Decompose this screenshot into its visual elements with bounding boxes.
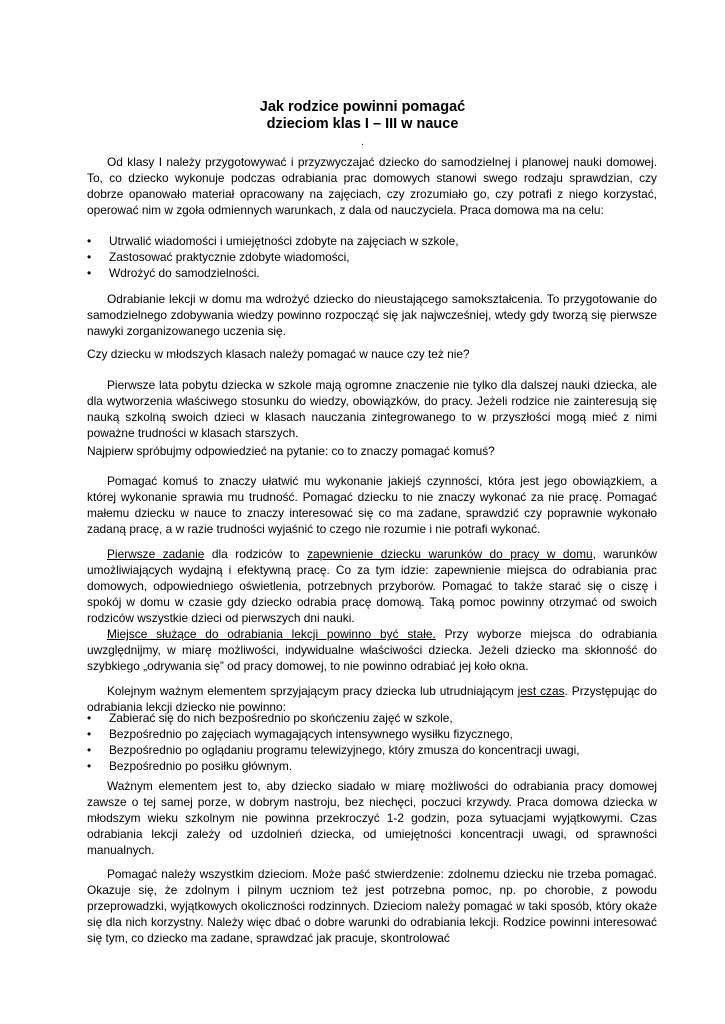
paragraph-place: Miejsce służące do odrabiania lekcji powinno być stałe. Przy wyborze miejsca do odrabiania uwzględnijmy, w miarę możliwości, indywidualne właściwości dziecka. Jeżeli dziecko ma skłonność do szybkiego „odrywania się” od pracy domowej, to nie powinno odrabiać jej koło okna. [87, 627, 657, 674]
paragraph-helping: Pomagać komuś to znaczy ułatwić mu wykonanie jakiejś czynności, która jest jego obowiązkiem, a której wykonanie sprawia mu trudność. Pomagać dziecku to nie znaczy wykonać za nie pracę. Pomagać małemu dziecku w nauce to znaczy interesować się co ma zadane, sprawdzić czy poprawnie wykonało zadaną pracę, a w razie trudności wyjaśnić to czego nie rozumie i nie potrafi wykonać. [87, 474, 657, 537]
list-item-text: Bezpośrednio po posiłku głównym. [109, 759, 293, 774]
paragraph-regular-time: Ważnym elementem jest to, aby dziecko siadało w miarę możliwości do odrabiania pracy domowej zawsze o tej samej porze, w dobrym nastroju, bez niechęci, poczuci krzywdy. Praca domowa dziecka w młodszym wieku szkolnym nie powinna przekroczyć 1-2 godzin, poza sytuacjami wyjątkowymi. Czas odrabiania lekcji zależy od uzdolnień dziecka, od umiejętności koncentracji uwagi, od sprawności manualnych. [87, 779, 657, 858]
title-line-1: Jak rodzice powinni pomagać [259, 99, 466, 115]
paragraph-intro: Od klasy I należy przygotowywać i przyzwyczajać dziecko do samodzielnej i planowej nauki domowej. To, co dziecko wykonuje podczas odrabiania prac domowych stanowi swego rodzaju sprawdzian, czy dobrze opanowało materiał opracowany na zajęciach, czy zrozumiało go, czy potrafi z niego korzystać, operować nim w zgoła odmiennych warunkach, z dala od nauczyciela. Praca domowa ma na celu: [87, 155, 657, 218]
paragraph-first-task: Pierwsze zadanie dla rodziców to zapewnienie dziecku warunków do pracy w domu, warunków umożliwiających wydajną i efektywną pracę. Co za tym idzie: zapewnienie miejsca do odrabiania prac domowych, odpowiedniego oświetlenia, potrzebnych przyborów. Pomagać to także starać się o ciszę i spokój w domu w czasie gdy dziecko odrabia pracę domową. Taką pomoc powinny otrzymać od swoich rodziców wszystkie dzieci od pierwszych dni nauki. [87, 547, 658, 626]
bullet-icon: • [87, 727, 92, 742]
list-item [87, 265, 657, 281]
list-item-text: Wdrożyć do samodzielności. [109, 266, 260, 281]
paragraph-time: Kolejnym ważnym elementem sprzyjającym pracy dziecka lub utrudniającym jest czas. Przystępując do odrabiania lekcji dziecko nie powinno: [87, 684, 657, 715]
question-1: Czy dziecku w młodszych klasach należy pomagać w nauce czy też nie? [87, 347, 470, 361]
list-item-text: Bezpośrednio po oglądaniu programu telewizyjnego, który zmusza do koncentracji uwagi, [109, 743, 580, 758]
place-underlined: Miejsce służące do odrabiania lekcji powinno być stałe. [107, 627, 436, 641]
list-item [87, 726, 657, 742]
list-item [87, 233, 657, 249]
title-line-2: dzieciom klas I – III w nauce [266, 116, 459, 132]
list-item-text: Zastosować praktycznie zdobyte wiadomości, [109, 250, 350, 265]
question-2: Najpierw spróbujmy odpowiedzieć na pytanie: co to znaczy pomagać komuś? [87, 444, 495, 458]
first-task-underlined: Pierwsze zadanie [107, 547, 205, 561]
bullet-icon: • [87, 743, 92, 758]
list-item [87, 758, 657, 774]
list-item-text: Bezpośrednio po zajęciach wymagających intensywnego wysiłku fizycznego, [109, 727, 513, 742]
bullet-icon: • [87, 711, 92, 725]
list-item [87, 249, 657, 265]
bullet-icon: • [87, 759, 92, 774]
goals-list [87, 233, 657, 281]
list-item-text: Utrwalić wiadomości i umiejętności zdobyte na zajęciach w szkole, [109, 234, 459, 248]
conditions-underlined: zapewnienie dziecku warunków do pracy w domu [307, 547, 593, 561]
title-dot: . [361, 137, 364, 148]
list-item [87, 742, 657, 758]
list-item [87, 710, 657, 726]
paragraph-first-years: Pierwsze lata pobytu dziecka w szkole mają ogromne znaczenie nie tylko dla dalszej nauki dziecka, ale dla wytworzenia właściwego stosunku do wiedzy, obowiązków, do pracy. Jeżeli rodzice nie zainteresują się nauką szkolną swoich dzieci w klasach nauczania zintegrowanego to w przyszłości mogą mieć z nimi poważne trudności w klasach starszych. [87, 378, 657, 441]
time-underlined: jest czas [517, 684, 565, 698]
bullet-icon: • [87, 266, 92, 281]
paragraph-all-children: Pomagać należy wszystkim dzieciom. Może paść stwierdzenie: zdolnemu dziecku nie trzeba pomagać. Okazuje się, że zdolnym i pilnym uczniom też jest potrzebna pomoc, np. po chorobie, z powodu przeprowadzki, wyjątkowych okoliczności rodzinnych. Dzieciom należy pomagać w taki sposób, który okaże się dla nich korzystny. Należy więc dbać o dobre warunki do odrabiania lekcji. Rodzice powinni interesować się tym, co dziecko ma zadane, sprawdzać jak pracuje, skontrolować [87, 867, 657, 946]
list-item-text: Zabierać się do nich bezpośrednio po skończeniu zajęć w szkole, [109, 711, 453, 725]
time-rules-list [87, 710, 657, 774]
bullet-icon: • [87, 250, 92, 265]
paragraph-self-learning: Odrabianie lekcji w domu ma wdrożyć dziecko do nieustającego samokształcenia. To przygotowanie do samodzielnego zdobywania wiedzy powinno rozpocząć się jak najwcześniej, wtedy gdy tworzą się pierwsze nawyki zorganizowanego uczenia się. [87, 292, 657, 339]
bullet-icon: • [87, 234, 92, 248]
